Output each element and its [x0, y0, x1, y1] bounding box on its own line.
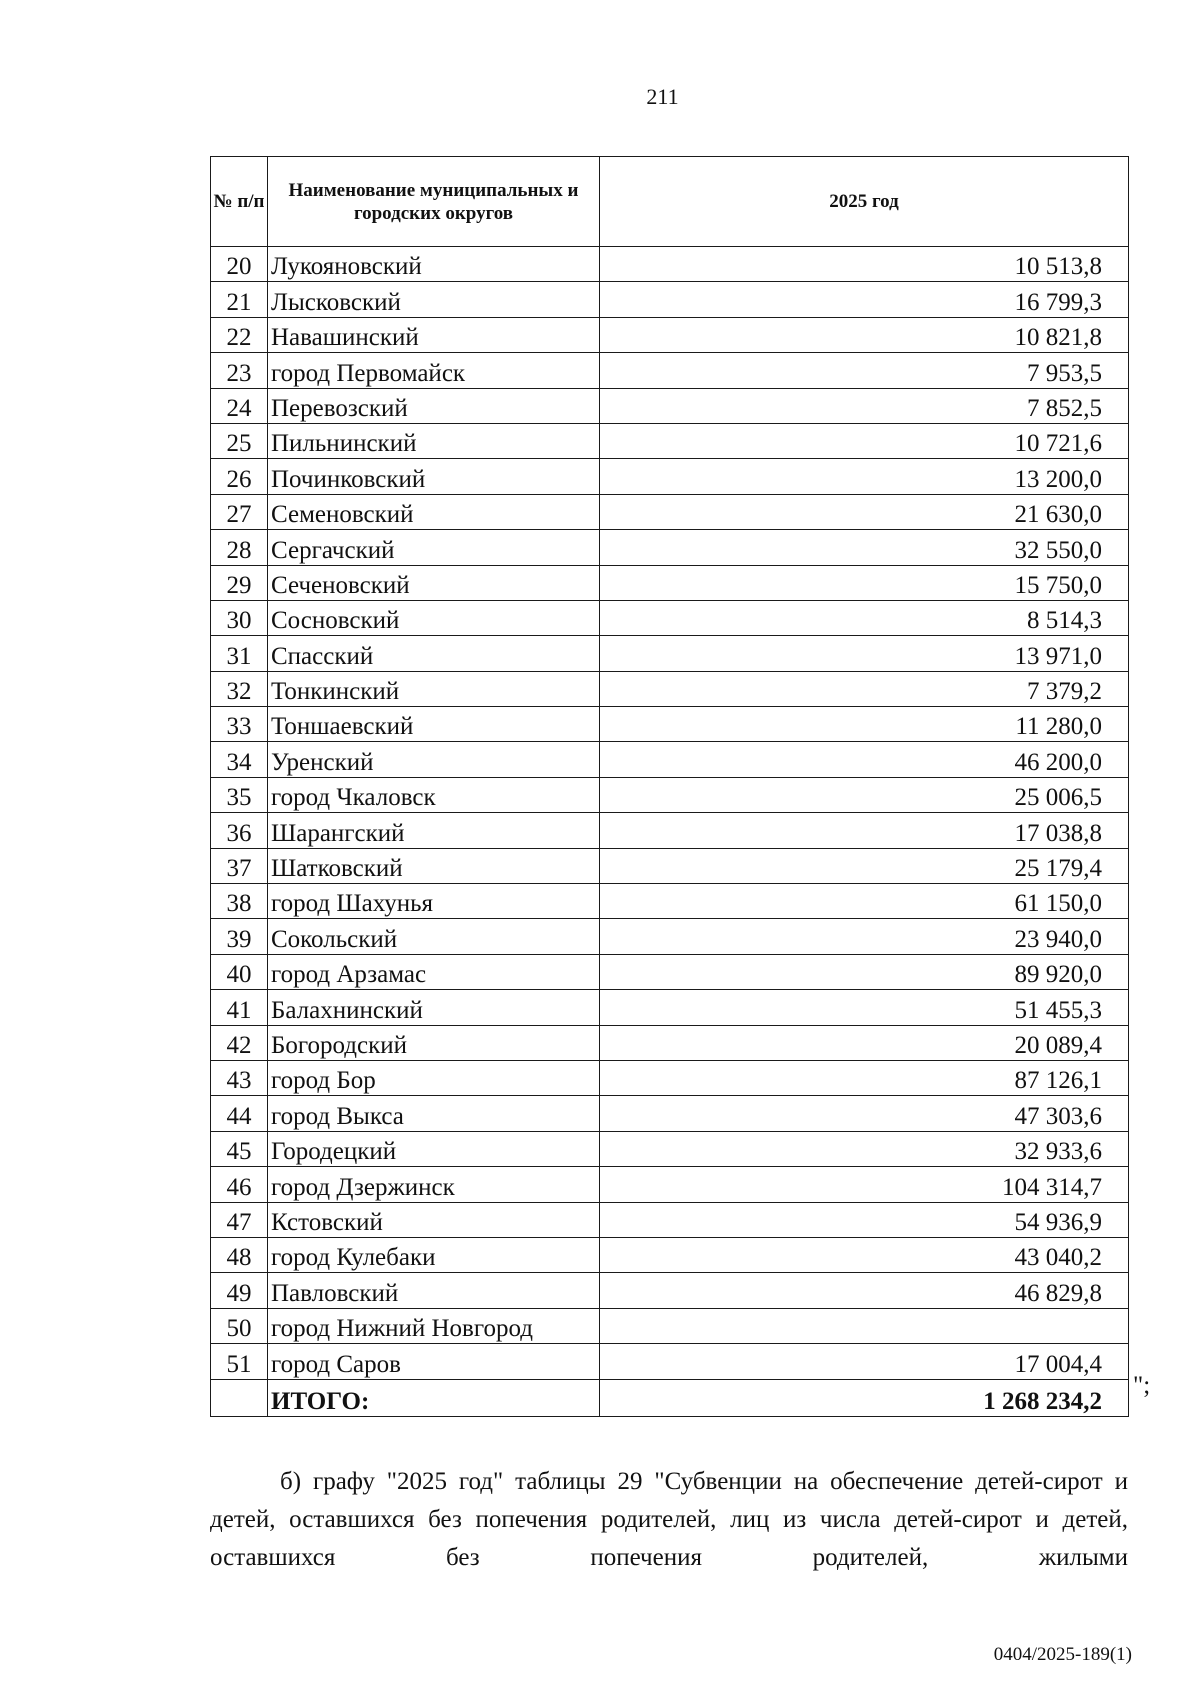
- row-municipality-name: Тонкинский: [268, 671, 600, 706]
- row-value-2025: 46 200,0: [600, 742, 1129, 777]
- row-value-2025: [600, 1308, 1129, 1343]
- row-municipality-name: Тоншаевский: [268, 707, 600, 742]
- row-value-2025: 32 933,6: [600, 1131, 1129, 1166]
- table-row: [211, 423, 1129, 458]
- table-row: [211, 1096, 1129, 1131]
- row-number: 40: [211, 954, 268, 989]
- row-value-2025: 20 089,4: [600, 1025, 1129, 1060]
- table-row: [211, 813, 1129, 848]
- table-body: [211, 247, 1129, 1417]
- table-row: [211, 1344, 1129, 1379]
- row-number: 47: [211, 1202, 268, 1237]
- table-row: [211, 1167, 1129, 1202]
- row-number: 33: [211, 707, 268, 742]
- table-header-row: [211, 157, 1129, 247]
- row-value-2025: 10 513,8: [600, 247, 1129, 282]
- row-value-2025: 13 971,0: [600, 636, 1129, 671]
- row-number: 38: [211, 884, 268, 919]
- table-row: [211, 247, 1129, 282]
- row-value-2025: 89 920,0: [600, 954, 1129, 989]
- row-number: 34: [211, 742, 268, 777]
- row-number: 31: [211, 636, 268, 671]
- row-number: 51: [211, 1344, 268, 1379]
- row-value-2025: 25 179,4: [600, 848, 1129, 883]
- row-number: 37: [211, 848, 268, 883]
- total-value: 1 268 234,2: [600, 1379, 1129, 1416]
- row-number: 45: [211, 1131, 268, 1166]
- row-number: 43: [211, 1060, 268, 1095]
- row-number: 41: [211, 990, 268, 1025]
- table-row: [211, 848, 1129, 883]
- table-row: [211, 707, 1129, 742]
- table-row: [211, 919, 1129, 954]
- row-value-2025: 47 303,6: [600, 1096, 1129, 1131]
- row-municipality-name: Навашинский: [268, 317, 600, 352]
- row-municipality-name: город Кулебаки: [268, 1237, 600, 1272]
- row-value-2025: 23 940,0: [600, 919, 1129, 954]
- row-value-2025: 32 550,0: [600, 530, 1129, 565]
- row-value-2025: 7 852,5: [600, 388, 1129, 423]
- row-municipality-name: город Бор: [268, 1060, 600, 1095]
- header-year-2025: 2025 год: [600, 157, 1129, 247]
- row-number: 23: [211, 353, 268, 388]
- row-value-2025: 13 200,0: [600, 459, 1129, 494]
- row-municipality-name: Шарангский: [268, 813, 600, 848]
- table-row: [211, 353, 1129, 388]
- table-row: [211, 990, 1129, 1025]
- row-number: 46: [211, 1167, 268, 1202]
- table-row: [211, 636, 1129, 671]
- table-row: [211, 530, 1129, 565]
- table-row: [211, 1025, 1129, 1060]
- row-municipality-name: Уренский: [268, 742, 600, 777]
- row-value-2025: 16 799,3: [600, 282, 1129, 317]
- row-municipality-name: город Чкаловск: [268, 777, 600, 812]
- row-number: 21: [211, 282, 268, 317]
- row-number: 42: [211, 1025, 268, 1060]
- row-number: 22: [211, 317, 268, 352]
- row-value-2025: 43 040,2: [600, 1237, 1129, 1272]
- row-municipality-name: Лысковский: [268, 282, 600, 317]
- table-row: [211, 671, 1129, 706]
- row-value-2025: 7 379,2: [600, 671, 1129, 706]
- row-value-2025: 15 750,0: [600, 565, 1129, 600]
- closing-quote-mark: ";: [1133, 1372, 1151, 1399]
- row-number: 49: [211, 1273, 268, 1308]
- row-municipality-name: город Дзержинск: [268, 1167, 600, 1202]
- table-row: [211, 494, 1129, 529]
- row-municipality-name: Починковский: [268, 459, 600, 494]
- row-municipality-name: город Саров: [268, 1344, 600, 1379]
- row-value-2025: 51 455,3: [600, 990, 1129, 1025]
- table-row: [211, 388, 1129, 423]
- row-municipality-name: Богородский: [268, 1025, 600, 1060]
- row-number: 24: [211, 388, 268, 423]
- row-number: 50: [211, 1308, 268, 1343]
- table-row: [211, 317, 1129, 352]
- total-label: ИТОГО:: [268, 1379, 600, 1416]
- table-row: [211, 777, 1129, 812]
- row-number: 27: [211, 494, 268, 529]
- row-value-2025: 10 821,8: [600, 317, 1129, 352]
- row-number: 32: [211, 671, 268, 706]
- row-municipality-name: Сеченовский: [268, 565, 600, 600]
- row-value-2025: 8 514,3: [600, 600, 1129, 635]
- row-value-2025: 11 280,0: [600, 707, 1129, 742]
- row-municipality-name: город Шахунья: [268, 884, 600, 919]
- table-row: [211, 884, 1129, 919]
- row-municipality-name: город Первомайск: [268, 353, 600, 388]
- row-value-2025: 46 829,8: [600, 1273, 1129, 1308]
- table-row: [211, 1202, 1129, 1237]
- row-number: 44: [211, 1096, 268, 1131]
- row-number: 26: [211, 459, 268, 494]
- table-row: [211, 1308, 1129, 1343]
- table-row: [211, 1237, 1129, 1272]
- row-municipality-name: Павловский: [268, 1273, 600, 1308]
- row-municipality-name: Кстовский: [268, 1202, 600, 1237]
- row-number: 28: [211, 530, 268, 565]
- table-row: [211, 600, 1129, 635]
- row-value-2025: 17 038,8: [600, 813, 1129, 848]
- subvention-table-container: [210, 156, 1129, 1417]
- row-municipality-name: Городецкий: [268, 1131, 600, 1166]
- table-row: [211, 1273, 1129, 1308]
- row-number: 25: [211, 423, 268, 458]
- table-row: [211, 1131, 1129, 1166]
- document-code: 0404/2025-189(1): [993, 1644, 1132, 1665]
- row-value-2025: 104 314,7: [600, 1167, 1129, 1202]
- row-number: 39: [211, 919, 268, 954]
- table-total-row: [211, 1379, 1129, 1416]
- amendment-paragraph: б) графу "2025 год" таблицы 29 "Субвенции на обеспечение детей-сирот и детей, оставшихся без попечения родителей, лиц из числа детей-сирот и детей, оставшихся без попечения родителей, жилыми: [210, 1468, 1128, 1571]
- row-municipality-name: Семеновский: [268, 494, 600, 529]
- header-municipality-name: Наименование муниципальных и городских округов: [268, 157, 600, 247]
- row-number: 48: [211, 1237, 268, 1272]
- table-row: [211, 565, 1129, 600]
- page-number: 211: [646, 84, 679, 109]
- row-municipality-name: Лукояновский: [268, 247, 600, 282]
- row-municipality-name: Балахнинский: [268, 990, 600, 1025]
- row-value-2025: 21 630,0: [600, 494, 1129, 529]
- row-value-2025: 7 953,5: [600, 353, 1129, 388]
- table-row: [211, 282, 1129, 317]
- row-municipality-name: город Арзамас: [268, 954, 600, 989]
- row-municipality-name: Перевозский: [268, 388, 600, 423]
- row-number: 20: [211, 247, 268, 282]
- table-row: [211, 954, 1129, 989]
- row-value-2025: 61 150,0: [600, 884, 1129, 919]
- row-municipality-name: Пильнинский: [268, 423, 600, 458]
- row-value-2025: 54 936,9: [600, 1202, 1129, 1237]
- row-municipality-name: Сергачский: [268, 530, 600, 565]
- subvention-table: [210, 156, 1129, 1417]
- row-municipality-name: Сокольский: [268, 919, 600, 954]
- row-value-2025: 10 721,6: [600, 423, 1129, 458]
- row-municipality-name: Спасский: [268, 636, 600, 671]
- row-municipality-name: Сосновский: [268, 600, 600, 635]
- table-row: [211, 459, 1129, 494]
- row-number: 35: [211, 777, 268, 812]
- row-value-2025: 87 126,1: [600, 1060, 1129, 1095]
- row-value-2025: 17 004,4: [600, 1344, 1129, 1379]
- row-municipality-name: город Выкса: [268, 1096, 600, 1131]
- table-row: [211, 742, 1129, 777]
- total-number: [211, 1379, 268, 1416]
- row-value-2025: 25 006,5: [600, 777, 1129, 812]
- row-municipality-name: город Нижний Новгород: [268, 1308, 600, 1343]
- header-number: № п/п: [211, 157, 268, 247]
- row-number: 36: [211, 813, 268, 848]
- row-municipality-name: Шатковский: [268, 848, 600, 883]
- row-number: 30: [211, 600, 268, 635]
- table-row: [211, 1060, 1129, 1095]
- row-number: 29: [211, 565, 268, 600]
